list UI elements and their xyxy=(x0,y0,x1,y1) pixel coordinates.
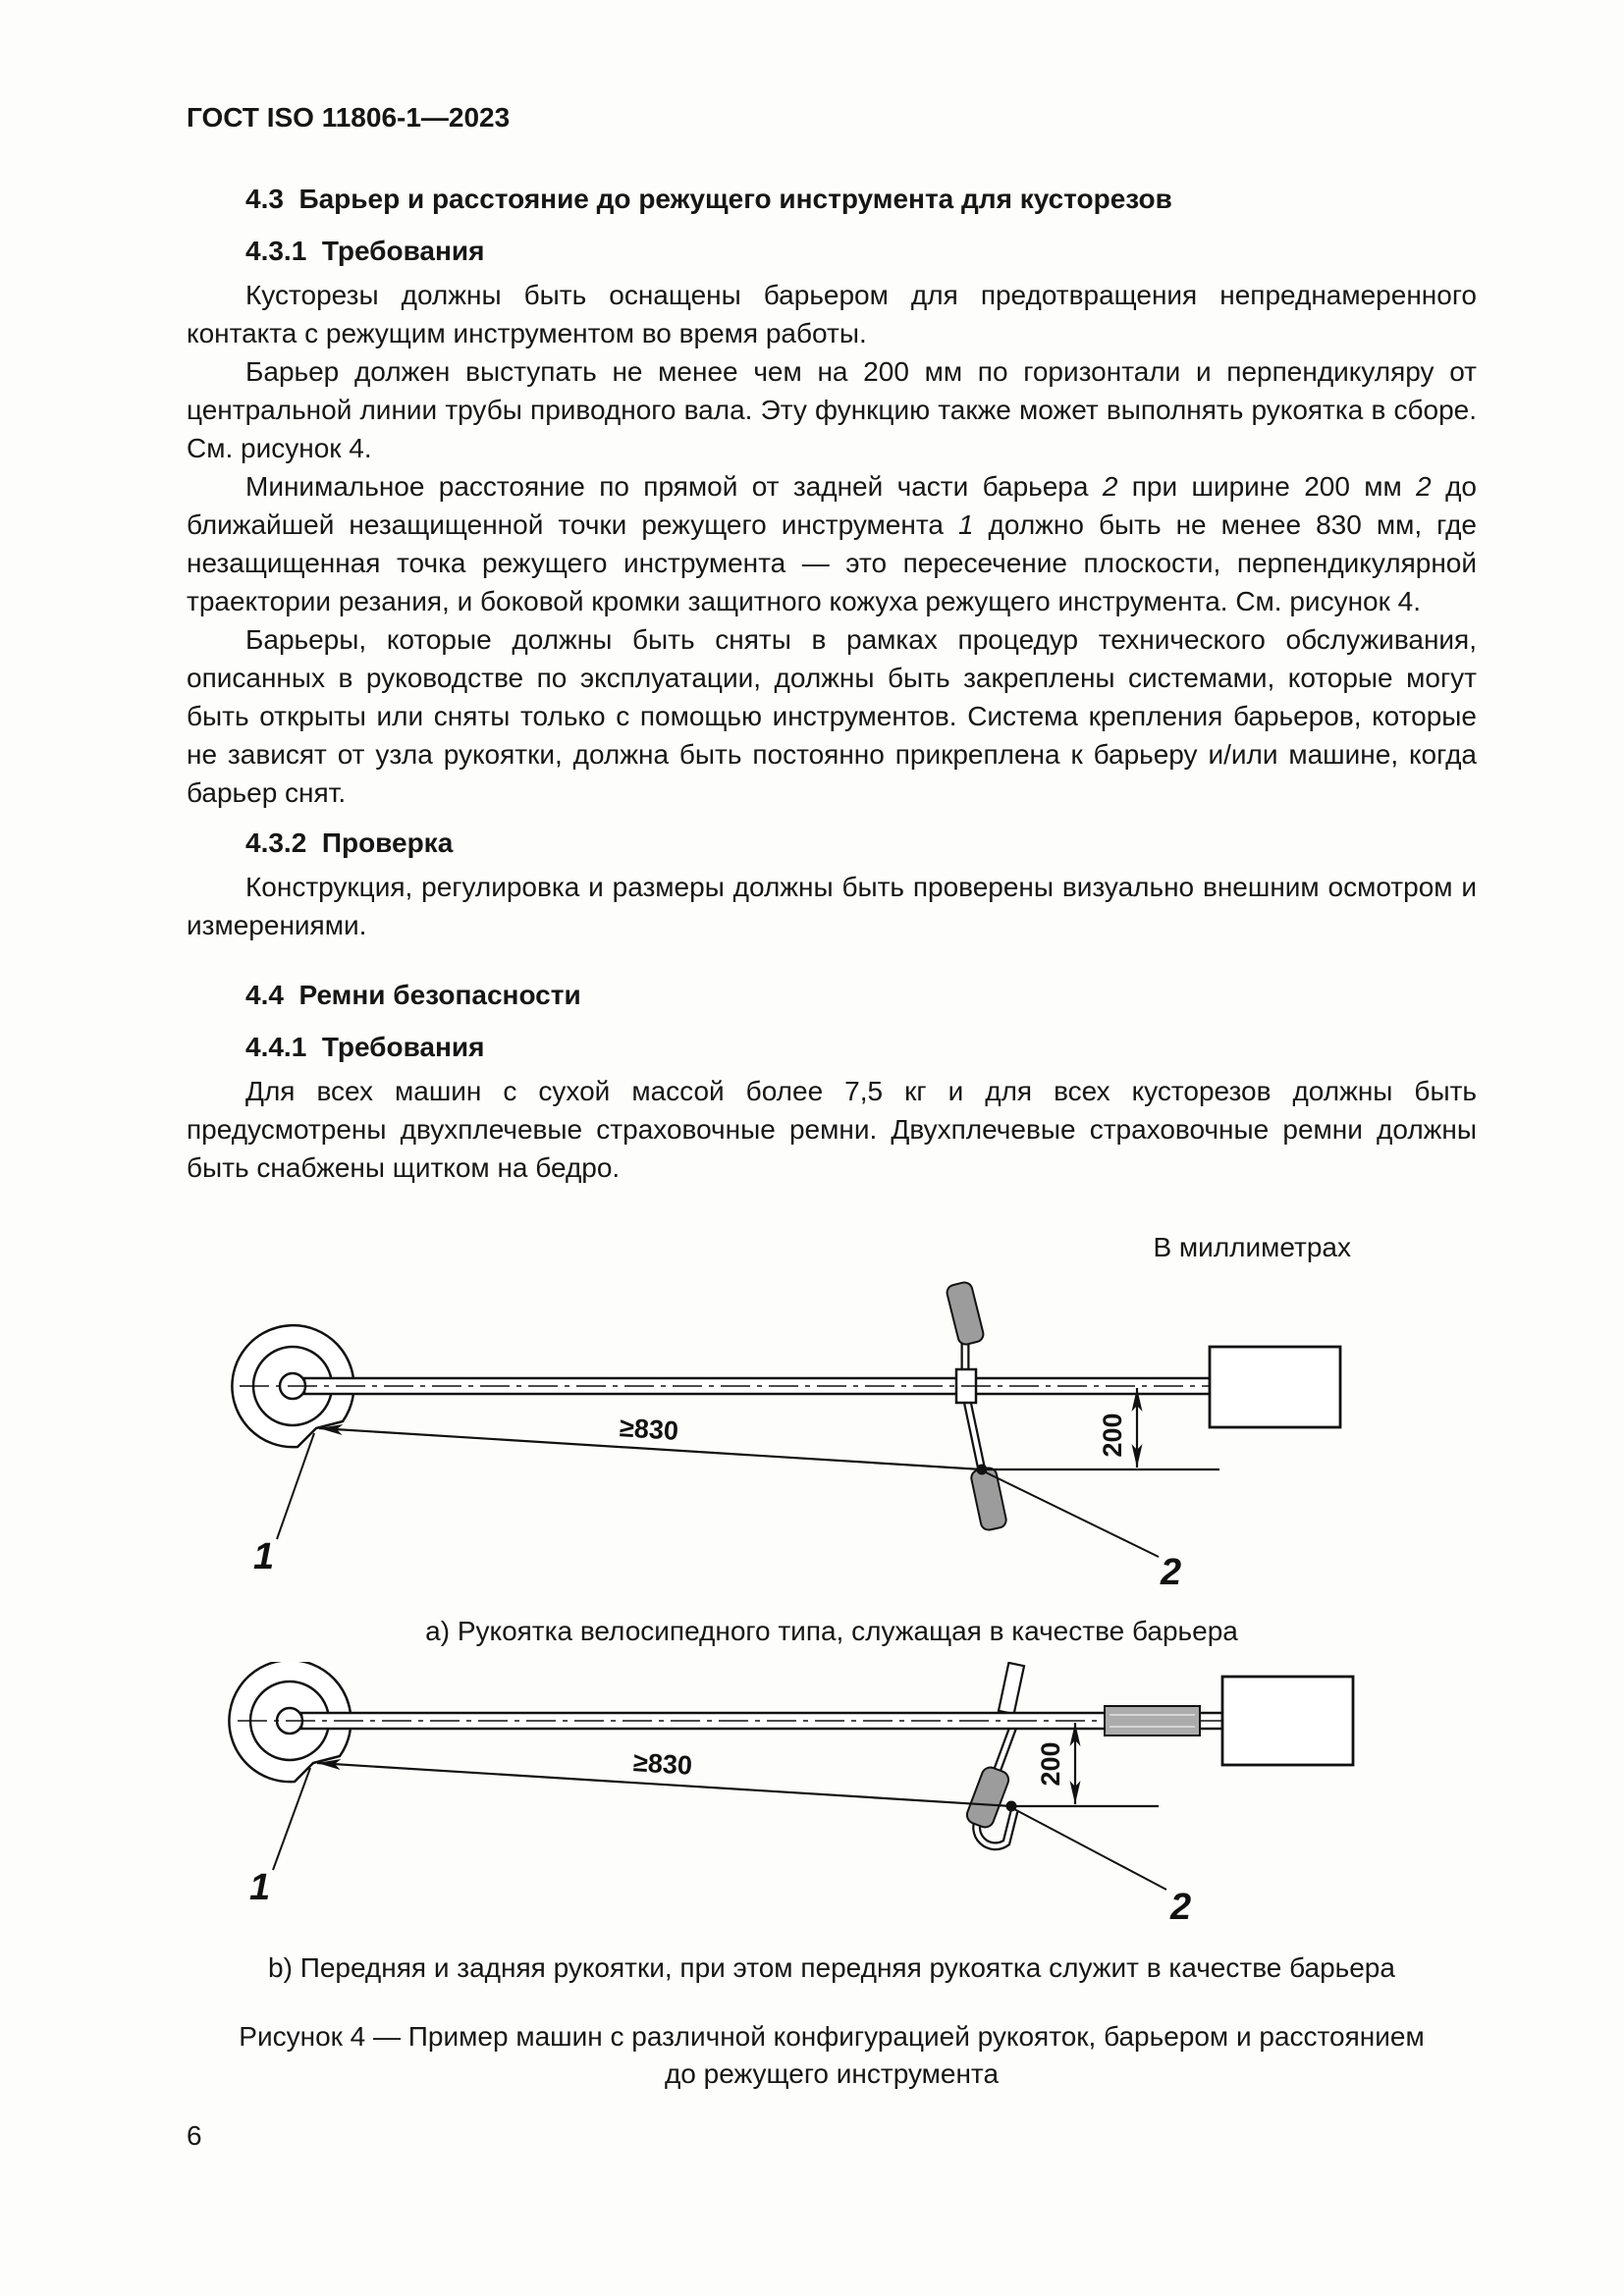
paragraph-431-3-text: должно быть не менее 830 мм, где незащищенная точка режущего инструмента — это пересечение плоскости, перпендикулярной траектории резания, и боковой кромки защитного кожуха режущего инструмента. См. рисунок 4. xyxy=(187,509,1477,616)
figure-4-caption xyxy=(187,2018,1477,2093)
dimension-830-value: ≥830 xyxy=(632,1747,693,1781)
paragraph-441-1: Для всех машин с сухой массой более 7,5 кг и для всех кусторезов должны быть предусмотрены двухплечевые страховочные ремни. Двухплечевые страховочные ремни должны быть снабжены щитком на бедро. xyxy=(187,1076,1477,1183)
paragraph-431-3 xyxy=(187,467,1477,620)
section-4-4-title: 4.4 Ремни безопасности xyxy=(245,980,581,1010)
part-label-2 xyxy=(986,1472,1181,1592)
page-number: 6 xyxy=(187,2120,202,2151)
hanger-bracket xyxy=(999,1663,1024,1714)
section-4-3-1-title: 4.3.1 Требования xyxy=(245,236,485,266)
units-note: В миллиметрах xyxy=(1153,1232,1351,1262)
figure-4-caption-line1: Рисунок 4 — Пример машин с различной конфигурацией рукояток, барьером и расстоянием xyxy=(239,2021,1425,2052)
dimension-830 xyxy=(319,1413,982,1469)
document-header: ГОСТ ISO 11806-1—2023 xyxy=(187,102,511,133)
figure-ref-2: 2 xyxy=(1102,471,1118,502)
part-label-1-text: 1 xyxy=(253,1536,275,1577)
dimension-200 xyxy=(984,1388,1219,1469)
dimension-200-value: 200 xyxy=(1098,1413,1127,1458)
figure-4a-diagram xyxy=(226,1278,1355,1592)
bicycle-handlebar xyxy=(946,1281,1007,1531)
handlebar-grip-top xyxy=(946,1281,985,1346)
dimension-200-value: 200 xyxy=(1036,1741,1065,1787)
front-loop-handle xyxy=(964,1727,1014,1846)
part-label-2 xyxy=(1014,1809,1191,1928)
figure-ref-1: 1 xyxy=(957,509,974,540)
rear-throttle-grip xyxy=(1105,1706,1200,1735)
paragraph-431-3-text: до ближайшей незащищенной точки режущего инструмента xyxy=(187,471,1477,540)
part-label-1-text: 1 xyxy=(249,1867,271,1908)
paragraph-432-1: Конструкция, регулировка и размеры должны быть проверены визуально внешним осмотром и измерениями. xyxy=(187,872,1477,940)
section-4-4-1-title: 4.4.1 Требования xyxy=(245,1032,485,1062)
figure-ref-2: 2 xyxy=(1416,471,1432,502)
figure-4a-caption: a) Рукоятка велосипедного типа, служащая в качестве барьера xyxy=(425,1616,1238,1646)
dimension-830 xyxy=(317,1747,1011,1806)
paragraph-431-3-text: Минимальное расстояние по прямой от задней части барьера xyxy=(245,471,1103,502)
paragraph-431-2: Барьер должен выступать не менее чем на 200 мм по горизонтали и перпендикуляру от центральной линии трубы приводного вала. Эту функцию также может выполнять рукоятка в сборе. См. рисунок 4. xyxy=(187,356,1477,463)
figure-4-caption-line2: до режущего инструмента xyxy=(664,2058,1000,2089)
figure-4b-diagram xyxy=(226,1662,1360,1929)
paragraph-431-1: Кусторезы должны быть оснащены барьером для предотвращения непреднамеренного контакта с режущим инструментом во время работы. xyxy=(187,280,1477,348)
dimension-830-value: ≥830 xyxy=(619,1413,679,1446)
part-label-2-text: 2 xyxy=(1161,1552,1182,1592)
section-4-3-2-title: 4.3.2 Проверка xyxy=(245,828,454,858)
section-4-3-title: 4.3 Барьер и расстояние до режущего инструмента для кусторезов xyxy=(245,184,1172,214)
part-label-1 xyxy=(253,1433,314,1577)
handlebar-grip-bottom xyxy=(970,1467,1007,1531)
engine-housing xyxy=(1222,1677,1353,1765)
figure-4b-caption: b) Передняя и задняя рукоятки, при этом передняя рукоятка служит в качестве барьера xyxy=(268,1952,1395,1983)
part-label-1 xyxy=(249,1768,310,1908)
paragraph-431-3-text: при ширине 200 мм xyxy=(1117,471,1417,502)
engine-housing xyxy=(1210,1347,1340,1427)
paragraph-431-4: Барьеры, которые должны быть сняты в рамках процедур технического обслуживания, описанных в руководстве по эксплуатации, должны быть закреплены системами, которые могут быть открыты или сняты только с помощью инструментов. Система крепления барьеров, которые не зависят от узла рукоятки, должна быть постоянно прикреплена к барьеру и/или машине, когда барьер снят. xyxy=(187,624,1477,808)
part-label-2-text: 2 xyxy=(1170,1887,1192,1928)
front-handle-grip xyxy=(964,1765,1010,1830)
